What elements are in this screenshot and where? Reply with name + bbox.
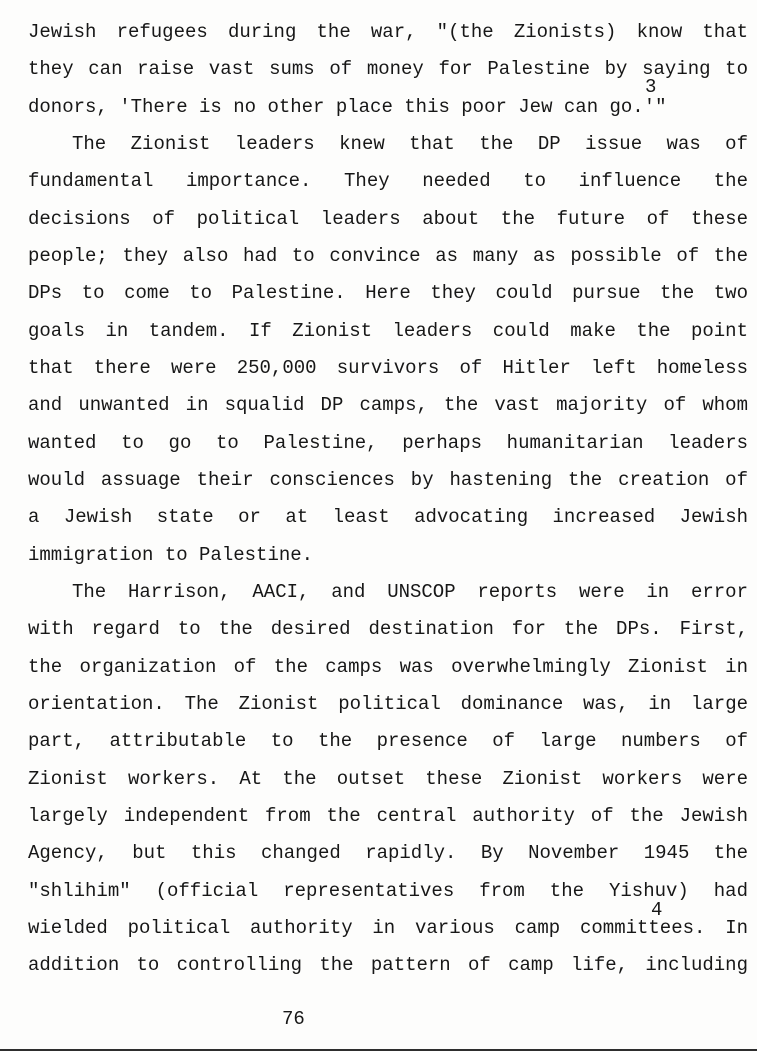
footnote-marker-3: 3 [645, 76, 657, 98]
text-line: largely independent from the central authority of the Jewish [28, 804, 748, 827]
text-line: decisions of political leaders about the future of these [28, 207, 748, 230]
text-line: Jewish refugees during the war, "(the Zionists) know that [28, 21, 748, 43]
text-line: DPs to come to Palestine. Here they could pursue the two [28, 282, 748, 305]
text-line: goals in tandem. If Zionist leaders could make the point [28, 319, 748, 342]
text-line: The Harrison, AACI, and UNSCOP reports were in error [72, 580, 748, 603]
text-line: wanted to go to Palestine, perhaps humanitarian leaders [28, 431, 748, 454]
text-line: wielded political authority in various camp committees. In [28, 916, 748, 939]
text-line: "shlihim" (official representatives from the Yishuv) had [28, 879, 748, 902]
text-line: with regard to the desired destination for the DPs. First, [28, 618, 748, 641]
text-line: would assuage their consciences by hastening the creation of [28, 468, 748, 491]
text-line: a Jewish state or at least advocating increased Jewish [28, 506, 748, 529]
text-line: immigration to Palestine. [28, 543, 314, 566]
text-line: addition to controlling the pattern of camp life, including [28, 954, 748, 977]
footnote-marker-4: 4 [651, 899, 663, 921]
text-line: that there were 250,000 survivors of Hitler left homeless [28, 356, 748, 379]
document-body [28, 14, 748, 985]
text-line: Zionist workers. At the outset these Zionist workers were [28, 767, 748, 790]
text-line: The Zionist leaders knew that the DP issue was of [72, 132, 748, 155]
text-line: part, attributable to the presence of large numbers of [28, 730, 748, 753]
page-number: 76 [282, 1008, 305, 1030]
text-line: fundamental importance. They needed to influence the [28, 170, 748, 193]
text-line: and unwanted in squalid DP camps, the vast majority of whom [28, 394, 748, 417]
text-line: people; they also had to convince as many as possible of the [28, 244, 748, 267]
text-line: donors, 'There is no other place this poor Jew can go.'" [28, 95, 667, 118]
text-line: the organization of the camps was overwhelmingly Zionist in [28, 655, 748, 678]
text-line: orientation. The Zionist political dominance was, in large [28, 692, 748, 715]
text-line: they can raise vast sums of money for Palestine by saying to [28, 58, 748, 81]
text-line: Agency, but this changed rapidly. By November 1945 the [28, 842, 748, 865]
